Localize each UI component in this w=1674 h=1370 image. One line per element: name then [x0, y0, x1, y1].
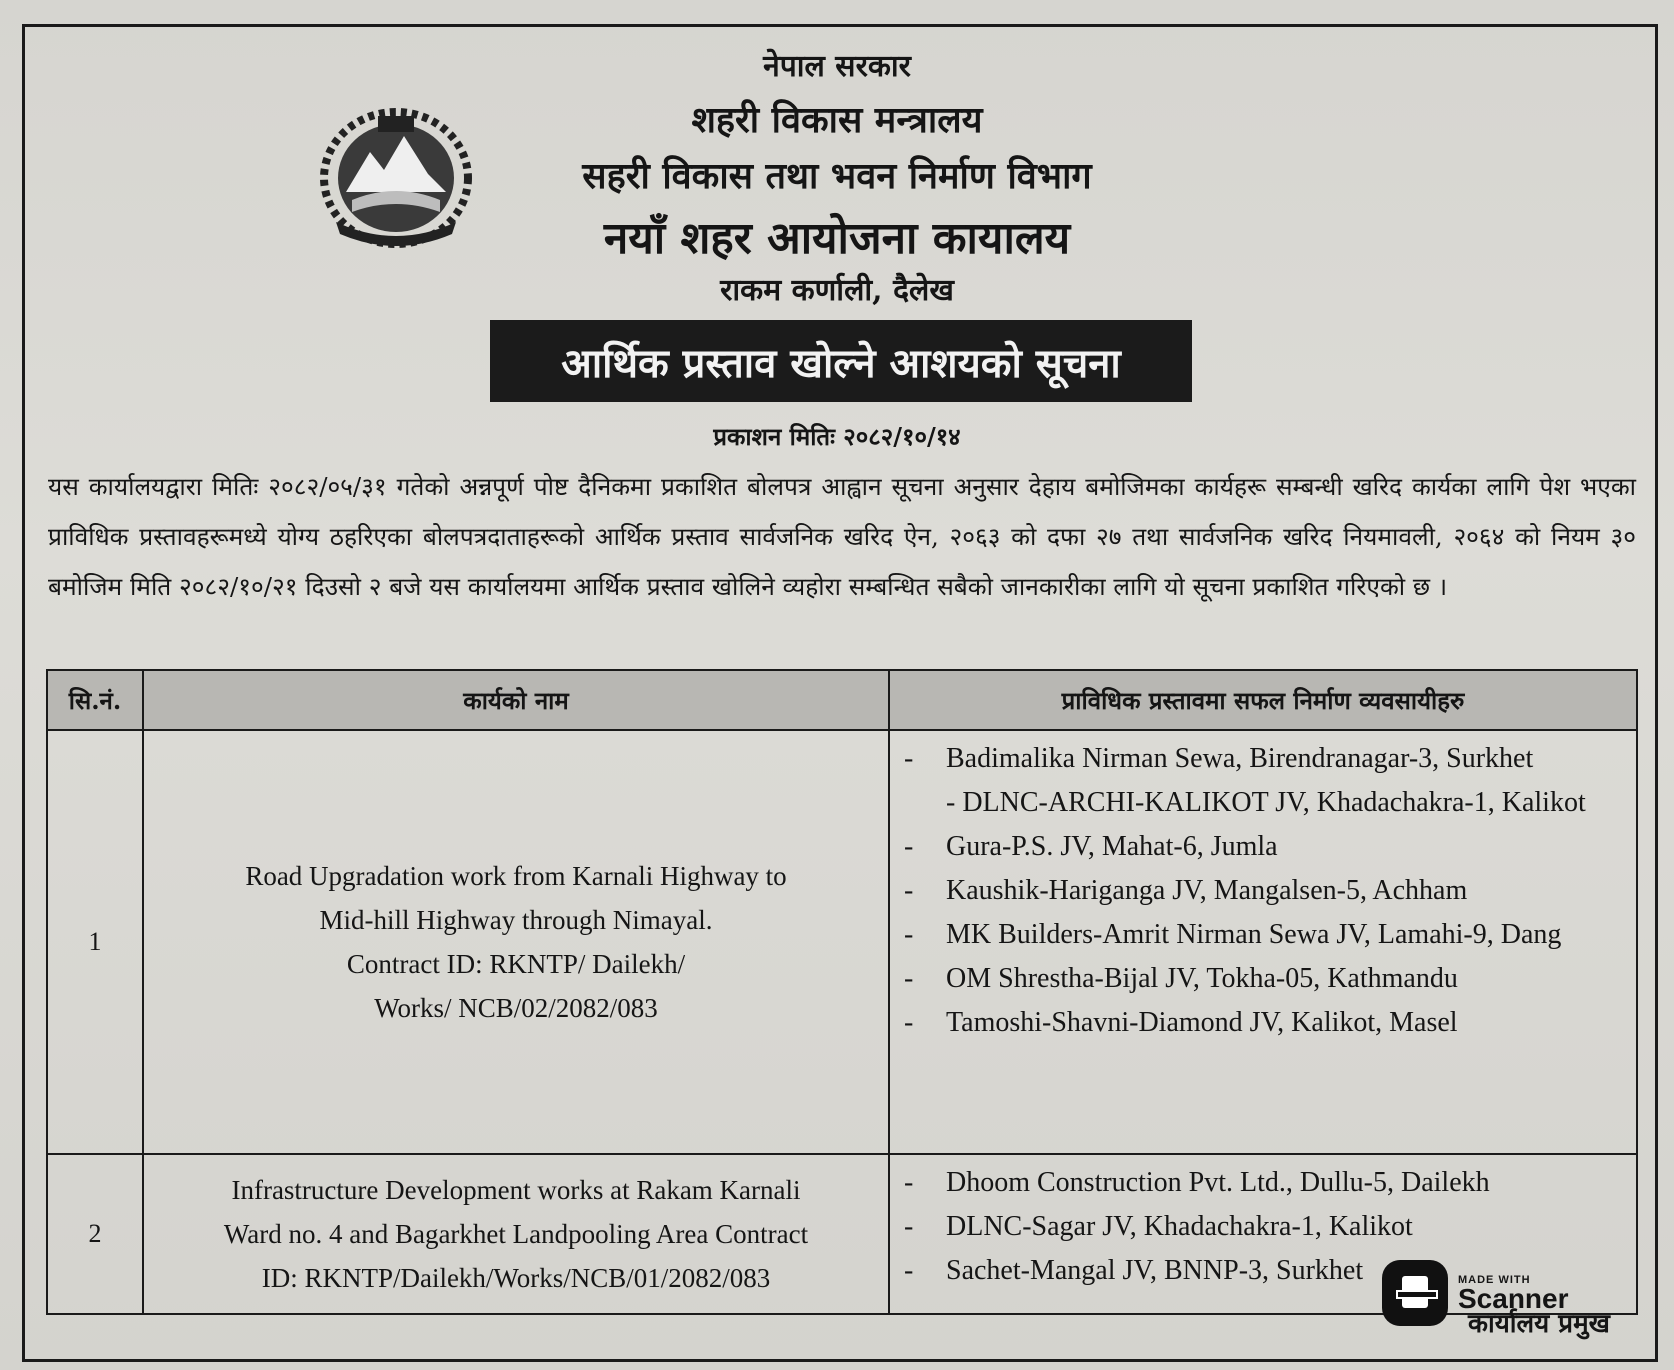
list-item: - Tamoshi-Shavni-Diamond JV, Kalikot, Masel [904, 1007, 1458, 1038]
scanner-label: Scanner [1458, 1283, 1569, 1314]
made-with-label: MADE WITH [1458, 1274, 1531, 1286]
list-item: - MK Builders-Amrit Nirman Sewa JV, Lamahi-9, Dang [904, 919, 1562, 950]
ministry-name: शहरी विकास मन्त्रालय [691, 99, 983, 141]
notice-title: आर्थिक प्रस्ताव खोल्ने आशयको सूचना [490, 320, 1192, 402]
office-location: राकम कर्णाली, दैलेख [720, 273, 954, 308]
serial-number: 2 [47, 1154, 143, 1314]
work-line: Infrastructure Development works at Rakam Karnali [231, 1175, 801, 1205]
notice-body: यस कार्यालयद्वारा मितिः २०८२/०५/३१ गतेको अन्नपूर्ण पोष्ट दैनिकमा प्रकाशित बोलपत्र आह्वान सूचना अनुसार देहाय बमोजिमका कार्यहरू सम्बन्धी खरिद कार्यका लागि पेश भएका प्राविधिक प्रस्तावहरूमध्ये योग्य ठहरिएका बोलपत्रदाताहरूको आर्थिक प्रस्ताव सार्वजनिक खरिद ऐन, २०६३ को दफा २७ तथा सार्वजनिक खरिद नियमावली, २०६४ को नियम ३० बमोजिम मिति २०८२/१०/२१ दिउसो २ बजे यस कार्यालयमा आर्थिक प्रस्ताव खोलिने व्यहोरा सम्बन्धित सबैको जानकारीका लागि यो सूचना प्रकाशित गरिएको छ । [48, 472, 1636, 601]
government-name: नेपाल सरकार [763, 49, 911, 84]
office-name: नयाँ शहर आयोजना कायालय [603, 213, 1071, 264]
office-chief-signature: कार्यालय प्रमुख [1468, 1309, 1610, 1339]
header-work-name: कार्यको नाम [143, 670, 889, 730]
department-name: सहरी विकास तथा भवन निर्माण विभाग [582, 155, 1092, 197]
publication-date: प्रकाशन मितिः २०८२/१०/१४ [713, 422, 961, 451]
contractor-table [46, 669, 1638, 1315]
work-line: Mid-hill Highway through Nimayal. [319, 905, 713, 935]
header-serial: सि.नं. [47, 670, 143, 730]
work-line: Road Upgradation work from Karnali Highway to [245, 861, 787, 891]
list-item: - Sachet-Mangal JV, BNNP-3, Surkhet [904, 1255, 1364, 1286]
work-description [143, 1154, 889, 1314]
list-item: - Dhoom Construction Pvt. Ltd., Dullu-5, Dailekh [904, 1167, 1490, 1198]
table-header-row [47, 670, 1637, 730]
work-line: Ward no. 4 and Bagarkhet Landpooling Area Contract [223, 1219, 809, 1249]
scanner-app-icon [1382, 1260, 1448, 1326]
table-row [47, 730, 1637, 1154]
list-item: - Gura-P.S. JV, Mahat-6, Jumla [904, 831, 1278, 862]
list-item: - DLNC-ARCHI-KALIKOT JV, Khadachakra-1, Kalikot [946, 787, 1586, 818]
serial-number: 1 [47, 730, 143, 1154]
work-line: Works/ NCB/02/2082/083 [374, 993, 658, 1023]
list-item: - Kaushik-Hariganga JV, Mangalsen-5, Achham [904, 875, 1468, 906]
work-description [143, 730, 889, 1154]
header-contractors: प्राविधिक प्रस्तावमा सफल निर्माण व्यवसायीहरु [889, 670, 1637, 730]
list-item: - DLNC-Sagar JV, Khadachakra-1, Kalikot [904, 1211, 1413, 1242]
work-line: Contract ID: RKNTP/ Dailekh/ [346, 949, 686, 979]
work-line: ID: RKNTP/Dailekh/Works/NCB/01/2082/083 [261, 1263, 771, 1293]
contractor-list [889, 730, 1637, 1154]
list-item: - Badimalika Nirman Sewa, Birendranagar-3, Surkhet [904, 743, 1534, 774]
list-item: - OM Shrestha-Bijal JV, Tokha-05, Kathmandu [904, 963, 1458, 994]
